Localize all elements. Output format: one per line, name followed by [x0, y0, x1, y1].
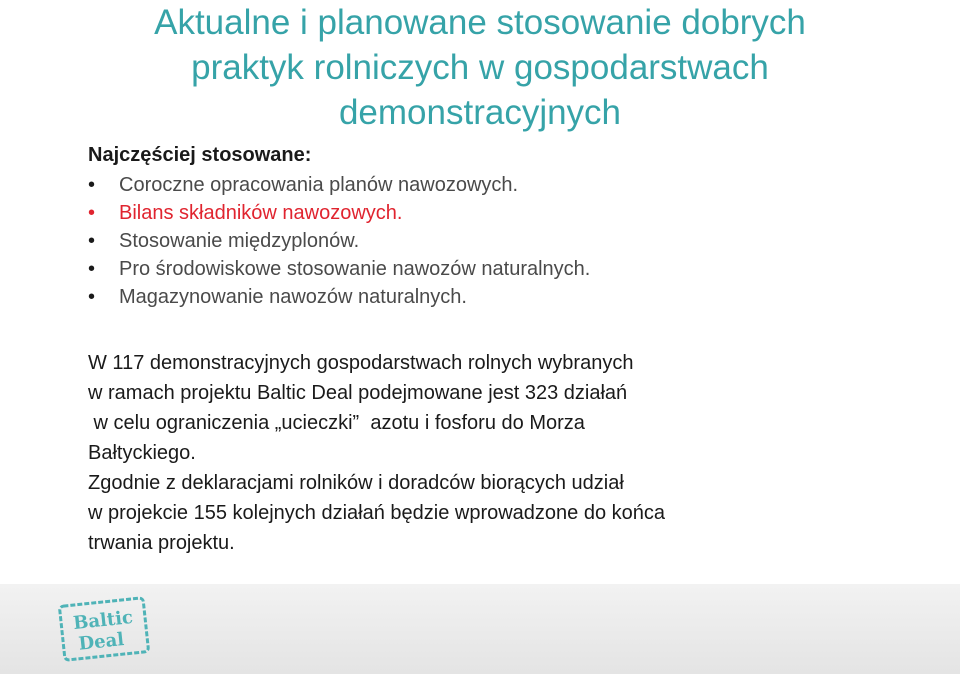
paragraph-line: w ramach projektu Baltic Deal podejmowane jest 323 działań [88, 382, 628, 404]
list-item-text: Coroczne opracowania planów nawozowych. [119, 174, 519, 196]
paragraph-line: Bałtyckiego. [88, 442, 196, 464]
list-item [88, 227, 590, 255]
paragraph-line: w projekcie 155 kolejnych działań będzie wprowadzone do końca [88, 502, 666, 524]
list-item [88, 255, 590, 283]
bullet-icon: • [88, 230, 96, 252]
list-item [88, 171, 590, 199]
baltic-deal-logo [56, 596, 152, 662]
title-line-1: Aktualne i planowane stosowanie dobrych [154, 3, 806, 42]
list-item-text: Stosowanie międzyplonów. [119, 230, 360, 252]
paragraph-line: w celu ograniczenia „ucieczki” azotu i fosforu do Morza [88, 412, 585, 434]
practices-list [88, 171, 590, 311]
bullet-icon: • [88, 258, 96, 280]
list-item-text: Pro środowiskowe stosowanie nawozów naturalnych. [119, 258, 591, 280]
logo-text-line-1: Baltic [72, 606, 134, 635]
title-line-3: demonstracyjnych [338, 93, 622, 132]
paragraph-line: Zgodnie z deklaracjami rolników i doradców biorących udział [88, 472, 624, 494]
list-item-highlighted [88, 199, 590, 227]
bullet-icon: • [88, 202, 96, 224]
section-heading: Najczęściej stosowane: [88, 144, 312, 166]
bullet-icon: • [88, 286, 96, 308]
logo-text-line-2: Deal [77, 629, 126, 655]
list-item-text: Magazynowanie nawozów naturalnych. [119, 286, 467, 308]
paragraph-line: trwania projektu. [88, 532, 235, 554]
slide-title [40, 0, 920, 135]
list-item [88, 283, 590, 311]
bullet-icon: • [88, 174, 96, 196]
paragraph-line: W 117 demonstracyjnych gospodarstwach rolnych wybranych [88, 352, 634, 374]
list-item-text: Bilans składników nawozowych. [119, 202, 403, 224]
summary-paragraph [88, 348, 868, 558]
title-line-2: praktyk rolniczych w gospodarstwach [191, 48, 769, 87]
